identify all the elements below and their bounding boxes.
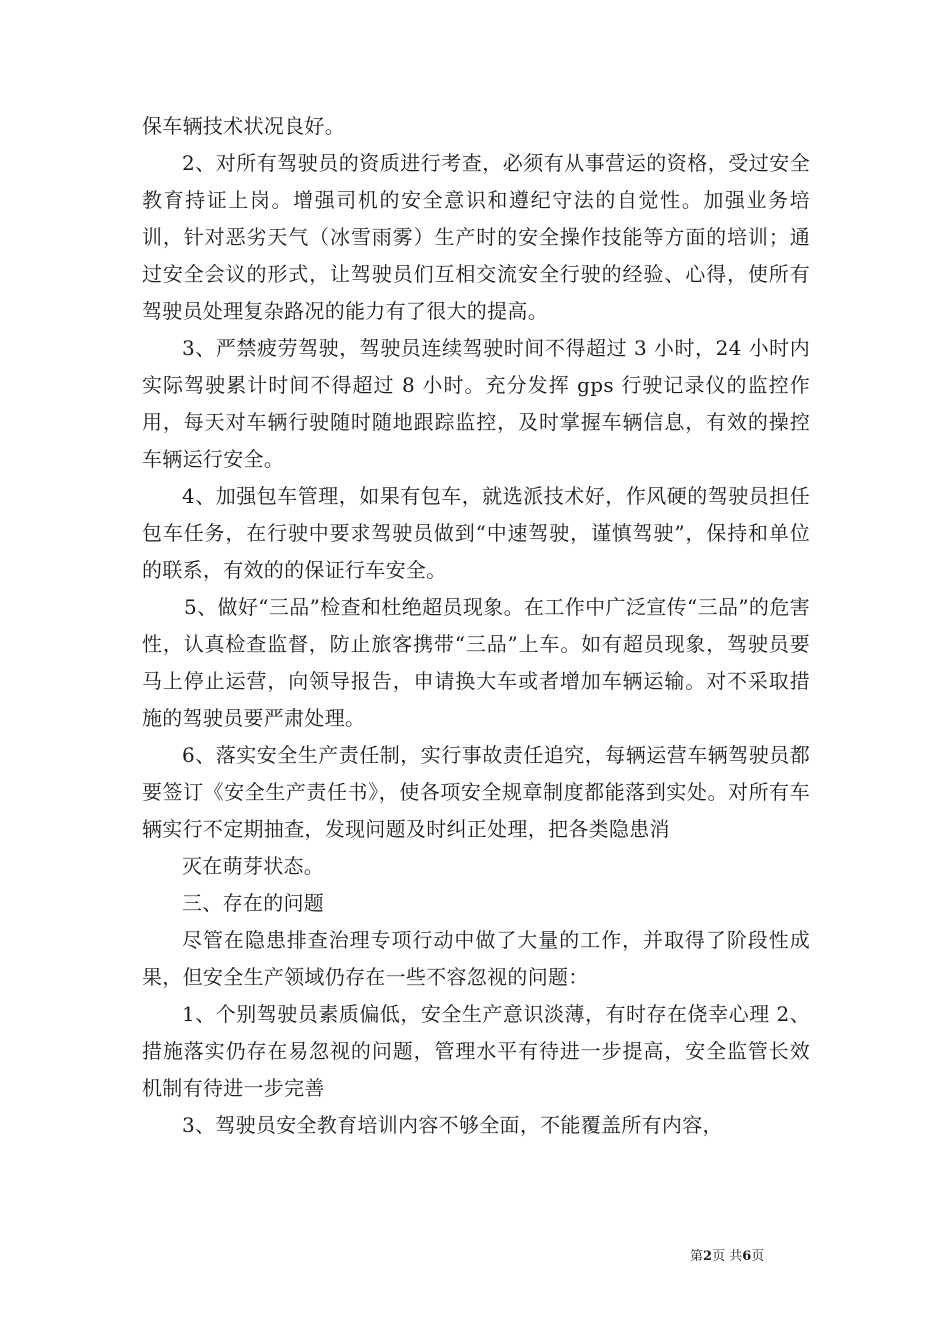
paragraph-2: 2、对所有驾驶员的资质进行考查，必须有从事营运的资格，受过安全教育持证上岗。增强司机的安全意识和遵纪守法的自觉性。加强业务培训，针对恶劣天气（冰雪雨雾）生产时的安全操作技能等方面的培训；通过安全会议的形式，让驾驶员们互相交流安全行驶的经验、心得，使所有驾驶员处理复杂路况的能力有了很大的提高。 xyxy=(142,151,810,323)
paragraph-4: 4、加强包车管理，如果有包车，就选派技术好，作风硬的驾驶员担任包车任务，在行驶中要求驾驶员做到“中速驾驶，谨慎驾驶”，保持和单位的联系，有效的的保证行车安全。 xyxy=(142,484,810,582)
paragraph-9: 1、个别驾驶员素质偏低，安全生产意识淡薄，有时存在侥幸心理 2、措施落实仍存在易忽视的问题，管理水平有待进一步提高，安全监管长效机制有待进一步完善 xyxy=(142,1002,810,1100)
paragraph-5: 5、做好“三品”检查和杜绝超员现象。在工作中广泛宣传“三品”的危害性，认真检查监督，防止旅客携带“三品”上车。如有超员现象，驾驶员要马上停止运营，向领导报告，申请换大车或者增加车辆运输。对不采取措施的驾驶员要严肃处理。 xyxy=(142,595,810,730)
footer-suffix: 页 xyxy=(751,1249,765,1264)
document-body xyxy=(142,108,810,1144)
paragraph-3: 3、严禁疲劳驾驶，驾驶员连续驾驶时间不得超过 3 小时，24 小时内实际驾驶累计时间不得超过 8 小时。充分发挥 gps 行驶记录仪的监控作用，每天对车辆行驶随时随地跟踪监控，及时掌握车辆信息，有效的操控车辆运行安全。 xyxy=(142,336,810,471)
footer-prefix: 第 xyxy=(690,1249,704,1264)
section-heading: 三、存在的问题 xyxy=(182,891,325,915)
paragraph-8: 尽管在隐患排查治理专项行动中做了大量的工作，并取得了阶段性成果，但安全生产领域仍存在一些不容忽视的问题： xyxy=(142,928,810,989)
total-pages-number: 6 xyxy=(742,1249,752,1264)
current-page-number: 2 xyxy=(703,1249,713,1264)
paragraph-6: 6、落实安全生产责任制，实行事故责任追究，每辆运营车辆驾驶员都要签订《安全生产责任书》，使各项安全规章制度都能落到实处。对所有车辆实行不定期抽查，发现问题及时纠正处理，把各类隐患消 xyxy=(142,743,810,841)
paragraph-10: 3、驾驶员安全教育培训内容不够全面，不能覆盖所有内容， xyxy=(182,1113,723,1137)
paragraph-7: 灭在萌芽状态。 xyxy=(182,854,325,878)
page-footer xyxy=(690,1248,830,1266)
paragraph-1: 保车辆技术状况良好。 xyxy=(142,114,345,138)
footer-middle: 页 共 xyxy=(712,1249,743,1264)
